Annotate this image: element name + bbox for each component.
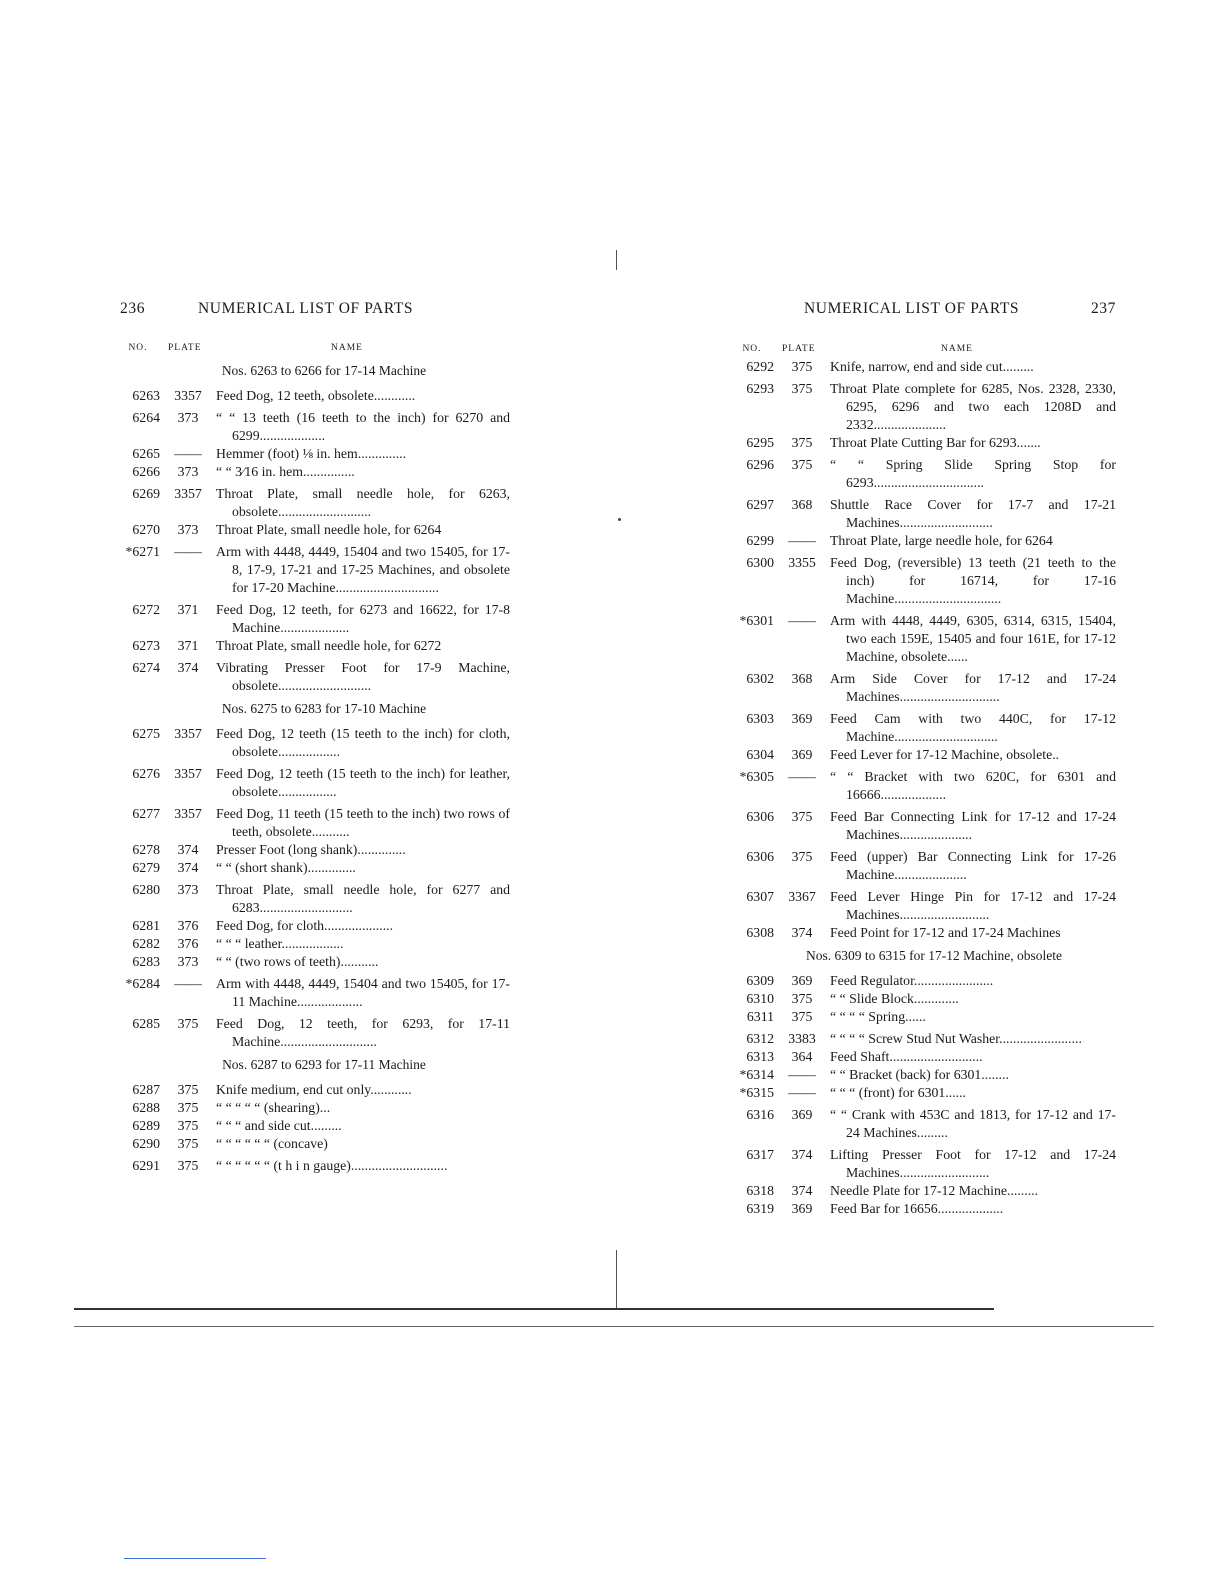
left-parts-list	[118, 340, 510, 1175]
part-name: Throat Plate, small needle hole, for 6277 and 6283...........................	[216, 882, 510, 915]
part-row	[732, 1146, 1116, 1182]
part-name: “ “ “ “ “ “ (t h i n gauge)............................	[216, 1158, 448, 1173]
plate-number: 374	[177, 860, 199, 875]
part-name: Feed Dog, (reversible) 13 teeth (21 teeth to the inch) for 16714, for 17-16 Machine...............................	[830, 555, 1116, 606]
part-name: “ “ (two rows of teeth)...........	[216, 954, 379, 969]
part-number: 6302	[746, 671, 774, 686]
plate-number: 375	[177, 1100, 199, 1115]
plate-number: 369	[791, 973, 813, 988]
part-name: Vibrating Presser Foot for 17-9 Machine, obsolete...........................	[216, 660, 510, 693]
part-name: Feed Lever for 17-12 Machine, obsolete..	[830, 747, 1060, 762]
part-name: Feed Dog, 12 teeth, obsolete............	[216, 388, 416, 403]
part-row	[732, 808, 1116, 844]
part-row	[118, 1157, 510, 1175]
part-number: 6269	[132, 486, 160, 501]
part-name: Feed Dog, 12 teeth, for 6273 and 16622, for 17-8 Machine....................	[216, 602, 510, 635]
part-number: 6282	[132, 936, 160, 951]
part-number: 6274	[132, 660, 160, 675]
part-number: 6311	[746, 1009, 774, 1024]
col-plate: PLATE	[168, 343, 202, 353]
part-number: 6285	[132, 1016, 160, 1031]
part-name: Arm with 4448, 4449, 6305, 6314, 6315, 15404, two each 159E, 15405 and four 161E, for 17-12 Machine, obsolete......	[830, 613, 1116, 664]
part-number: 6310	[746, 991, 774, 1006]
part-number: *6315	[739, 1085, 774, 1100]
part-number: 6317	[746, 1147, 774, 1162]
part-row	[118, 859, 510, 877]
plate-number: 374	[791, 1147, 813, 1162]
plate-number: 3357	[174, 726, 202, 741]
part-row	[732, 554, 1116, 608]
right-parts-list	[732, 341, 1116, 1218]
gutter-line	[616, 1250, 617, 1310]
part-number: 6273	[132, 638, 160, 653]
left-column-headers	[118, 340, 510, 357]
plate-number: 375	[791, 435, 813, 450]
right-column-headers	[732, 341, 1116, 358]
part-name: Throat Plate, small needle hole, for 6263, obsolete...........................	[216, 486, 510, 519]
part-row	[118, 725, 510, 761]
col-no: NO.	[742, 344, 762, 354]
part-name: Needle Plate for 17-12 Machine.........	[830, 1183, 1039, 1198]
part-number: *6284	[125, 976, 160, 991]
plate-number: 374	[791, 925, 813, 940]
plate-number: 375	[791, 1009, 813, 1024]
part-number: 6264	[132, 410, 160, 425]
part-name: “ “ “ “ “ “ (concave)	[216, 1136, 328, 1151]
part-row	[732, 972, 1116, 990]
part-row	[118, 765, 510, 801]
part-number: *6305	[739, 769, 774, 784]
part-number: *6314	[739, 1067, 774, 1082]
part-number: 6308	[746, 925, 774, 940]
part-row	[732, 924, 1116, 942]
plate-number: 3357	[174, 486, 202, 501]
part-number: 6265	[132, 446, 160, 461]
part-number: 6289	[132, 1118, 160, 1133]
part-name: Feed Lever Hinge Pin for 17-12 and 17-24 Machines..........................	[830, 889, 1116, 922]
part-name: Throat Plate Cutting Bar for 6293.......	[830, 435, 1041, 450]
part-number: 6279	[132, 860, 160, 875]
plate-number: 373	[177, 464, 199, 479]
part-number: 6296	[746, 457, 774, 472]
plate-number: 375	[791, 809, 813, 824]
part-row	[732, 1066, 1116, 1084]
part-name: Hemmer (foot) ⅛ in. hem..............	[216, 446, 407, 461]
part-number: 6318	[746, 1183, 774, 1198]
part-name: “ “ “ “ “ (shearing)...	[216, 1100, 331, 1115]
plate-number: 373	[177, 882, 199, 897]
plate-number: 373	[177, 410, 199, 425]
left-page-title: NUMERICAL LIST OF PARTS	[198, 300, 414, 317]
plate-number: 375	[177, 1158, 199, 1173]
col-plate: PLATE	[782, 344, 816, 354]
part-row	[118, 1135, 510, 1153]
part-row	[732, 612, 1116, 666]
plate-number: 369	[791, 1201, 813, 1216]
plate-number: 364	[791, 1049, 813, 1064]
plate-number: 374	[791, 1183, 813, 1198]
part-number: 6278	[132, 842, 160, 857]
part-name: “ “ Crank with 453C and 1813, for 17-12 and 17-24 Machines.........	[830, 1107, 1116, 1140]
part-row	[118, 1117, 510, 1135]
part-number: 6306	[746, 849, 774, 864]
part-row	[732, 1084, 1116, 1102]
plate-number: 3357	[174, 388, 202, 403]
plate-number: 375	[791, 849, 813, 864]
part-name: Shuttle Race Cover for 17-7 and 17-21 Machines...........................	[830, 497, 1116, 530]
part-name: “ “ 3⁄16 in. hem...............	[216, 464, 355, 479]
part-name: “ “ “ leather..................	[216, 936, 344, 951]
part-number: 6300	[746, 555, 774, 570]
part-name: Arm with 4448, 4449, 15404 and two 15405, for 17-8, 17-9, 17-21 and 17-25 Machines, and obsolete for 17-20 Machine..............................	[216, 544, 510, 595]
part-row	[118, 463, 510, 481]
part-row	[118, 387, 510, 405]
part-row	[732, 1200, 1116, 1218]
part-row	[118, 1081, 510, 1099]
plate-number: 3367	[788, 889, 816, 904]
plate-number: 371	[177, 638, 199, 653]
part-name: Feed Point for 17-12 and 17-24 Machines	[830, 925, 1061, 940]
right-page-title: NUMERICAL LIST OF PARTS	[804, 300, 1020, 317]
part-row	[732, 1030, 1116, 1048]
part-name: “ “ Spring Slide Spring Stop for 6293................................	[830, 457, 1116, 490]
part-row	[732, 358, 1116, 376]
part-name: Throat Plate, small needle hole, for 6272	[216, 638, 442, 653]
part-number: 6295	[746, 435, 774, 450]
part-number: 6309	[746, 973, 774, 988]
scan-speck	[618, 518, 621, 521]
part-number: 6283	[132, 954, 160, 969]
part-name: Throat Plate, small needle hole, for 6264	[216, 522, 442, 537]
part-name: “ “ Bracket with two 620C, for 6301 and 16666...................	[830, 769, 1116, 802]
part-number: 6280	[132, 882, 160, 897]
part-number: 6281	[132, 918, 160, 933]
plate-number: 375	[177, 1136, 199, 1151]
part-name: “ “ 13 teeth (16 teeth to the inch) for 6270 and 6299...................	[216, 410, 510, 443]
part-row	[118, 935, 510, 953]
part-number: 6307	[746, 889, 774, 904]
part-number: 6290	[132, 1136, 160, 1151]
plate-number: 369	[791, 1107, 813, 1122]
plate-number: ——	[174, 976, 202, 991]
part-row	[732, 1008, 1116, 1026]
left-page-number: 236	[120, 300, 146, 317]
plate-number: 375	[177, 1082, 199, 1097]
part-number: 6263	[132, 388, 160, 403]
part-row	[118, 953, 510, 971]
part-row	[118, 917, 510, 935]
part-row	[732, 380, 1116, 434]
part-name: Knife medium, end cut only............	[216, 1082, 412, 1097]
plate-number: 376	[177, 918, 199, 933]
part-name: Feed Dog, for cloth....................	[216, 918, 394, 933]
plate-number: 368	[791, 497, 813, 512]
section-heading: Nos. 6263 to 6266 for 17-14 Machine	[221, 363, 427, 378]
part-row	[732, 1106, 1116, 1142]
part-row	[118, 1015, 510, 1051]
plate-number: 374	[177, 660, 199, 675]
part-name: “ “ “ “ Screw Stud Nut Washer........................	[830, 1031, 1082, 1046]
part-row	[732, 532, 1116, 550]
part-number: 6288	[132, 1100, 160, 1115]
plate-number: 369	[791, 711, 813, 726]
part-row	[118, 1099, 510, 1117]
part-row	[732, 768, 1116, 804]
part-name: Throat Plate complete for 6285, Nos. 2328, 2330, 6295, 6296 and two each 1208D and 2332.....................	[830, 381, 1116, 432]
plate-number: 375	[791, 381, 813, 396]
part-row	[732, 456, 1116, 492]
part-row	[118, 659, 510, 695]
part-number: 6316	[746, 1107, 774, 1122]
part-number: 6276	[132, 766, 160, 781]
part-row	[118, 637, 510, 655]
part-name: Feed Dog, 12 teeth, for 6293, for 17-11 Machine............................	[216, 1016, 510, 1049]
gutter-line-top	[616, 250, 617, 270]
part-number: 6312	[746, 1031, 774, 1046]
part-row	[118, 445, 510, 463]
part-name: Feed Dog, 12 teeth (15 teeth to the inch) for leather, obsolete.................	[216, 766, 510, 799]
part-row	[118, 409, 510, 445]
plate-number: ——	[788, 769, 816, 784]
plate-number: 373	[177, 954, 199, 969]
part-number: 6306	[746, 809, 774, 824]
plate-number: ——	[788, 1067, 816, 1082]
part-number: 6297	[746, 497, 774, 512]
part-row	[732, 434, 1116, 452]
part-number: 6304	[746, 747, 774, 762]
part-number: 6303	[746, 711, 774, 726]
plate-number: ——	[788, 613, 816, 628]
part-name: “ “ (short shank)..............	[216, 860, 356, 875]
plate-number: 3383	[788, 1031, 816, 1046]
part-row	[118, 601, 510, 637]
part-row	[732, 888, 1116, 924]
part-name: Throat Plate, large needle hole, for 6264	[830, 533, 1053, 548]
part-name: Feed Regulator.......................	[830, 973, 994, 988]
bottom-rule-thick	[74, 1308, 994, 1310]
part-name: Feed (upper) Bar Connecting Link for 17-26 Machine.....................	[830, 849, 1116, 882]
part-row	[118, 543, 510, 597]
plate-number: 368	[791, 671, 813, 686]
part-row	[118, 841, 510, 859]
plate-number: 375	[177, 1118, 199, 1133]
part-number: *6271	[125, 544, 160, 559]
plate-number: ——	[788, 1085, 816, 1100]
part-row	[118, 975, 510, 1011]
part-row	[732, 746, 1116, 764]
plate-number: ——	[174, 544, 202, 559]
plate-number: 373	[177, 522, 199, 537]
part-number: *6301	[739, 613, 774, 628]
part-number: 6275	[132, 726, 160, 741]
part-number: 6313	[746, 1049, 774, 1064]
part-name: Presser Foot (long shank)..............	[216, 842, 406, 857]
part-name: “ “ “ and side cut.........	[216, 1118, 342, 1133]
part-row	[732, 496, 1116, 532]
bottom-rule-thin	[74, 1326, 1154, 1327]
plate-number: ——	[788, 533, 816, 548]
col-name: NAME	[331, 343, 363, 353]
section-heading: Nos. 6275 to 6283 for 17-10 Machine	[221, 701, 427, 716]
col-name: NAME	[941, 344, 973, 354]
plate-number: 374	[177, 842, 199, 857]
plate-number: 375	[791, 991, 813, 1006]
part-number: 6272	[132, 602, 160, 617]
part-number: 6319	[746, 1201, 774, 1216]
part-number: 6291	[132, 1158, 160, 1173]
plate-number: 375	[791, 457, 813, 472]
part-name: Feed Dog, 11 teeth (15 teeth to the inch) two rows of teeth, obsolete...........	[216, 806, 510, 839]
part-row	[118, 521, 510, 539]
part-number: 6293	[746, 381, 774, 396]
part-name: Feed Dog, 12 teeth (15 teeth to the inch) for cloth, obsolete..................	[216, 726, 510, 759]
part-name: “ “ “ “ Spring......	[830, 1009, 926, 1024]
section-heading: Nos. 6309 to 6315 for 17-12 Machine, obsolete	[805, 948, 1063, 963]
plate-number: 371	[177, 602, 199, 617]
part-name: Feed Cam with two 440C, for 17-12 Machine..............................	[830, 711, 1116, 744]
plate-number: 369	[791, 747, 813, 762]
part-row	[118, 881, 510, 917]
part-name: Arm with 4448, 4449, 15404 and two 15405, for 17-11 Machine...................	[216, 976, 510, 1009]
part-number: 6277	[132, 806, 160, 821]
part-row	[732, 990, 1116, 1008]
plate-number: 375	[177, 1016, 199, 1031]
plate-number: 3357	[174, 806, 202, 821]
part-number: 6287	[132, 1082, 160, 1097]
part-number: 6270	[132, 522, 160, 537]
part-name: Knife, narrow, end and side cut.........	[830, 359, 1034, 374]
part-name: “ “ Slide Block.............	[830, 991, 959, 1006]
part-row	[732, 848, 1116, 884]
part-number: 6292	[746, 359, 774, 374]
plate-number: ——	[174, 446, 202, 461]
part-row	[118, 485, 510, 521]
part-row	[732, 670, 1116, 706]
part-name: Feed Bar for 16656...................	[830, 1201, 1004, 1216]
part-row	[732, 1048, 1116, 1066]
col-no: NO.	[128, 343, 148, 353]
section-heading: Nos. 6287 to 6293 for 17-11 Machine	[222, 1057, 426, 1072]
part-name: “ “ “ (front) for 6301......	[830, 1085, 967, 1100]
plate-number: 3355	[788, 555, 816, 570]
plate-number: 3357	[174, 766, 202, 781]
plate-number: 376	[177, 936, 199, 951]
part-name: Feed Shaft...........................	[830, 1049, 983, 1064]
part-number: 6299	[746, 533, 774, 548]
part-number: 6266	[132, 464, 160, 479]
part-name: Arm Side Cover for 17-12 and 17-24 Machines.............................	[830, 671, 1116, 704]
right-page-number: 237	[1090, 300, 1116, 317]
plate-number: 375	[791, 359, 813, 374]
part-name: Feed Bar Connecting Link for 17-12 and 17-24 Machines.....................	[830, 809, 1116, 842]
part-row	[732, 710, 1116, 746]
part-name: Lifting Presser Foot for 17-12 and 17-24 Machines..........................	[830, 1147, 1116, 1180]
part-row	[118, 805, 510, 841]
part-name: “ “ Bracket (back) for 6301........	[830, 1067, 1009, 1082]
blue-underline	[124, 1558, 266, 1559]
part-row	[732, 1182, 1116, 1200]
